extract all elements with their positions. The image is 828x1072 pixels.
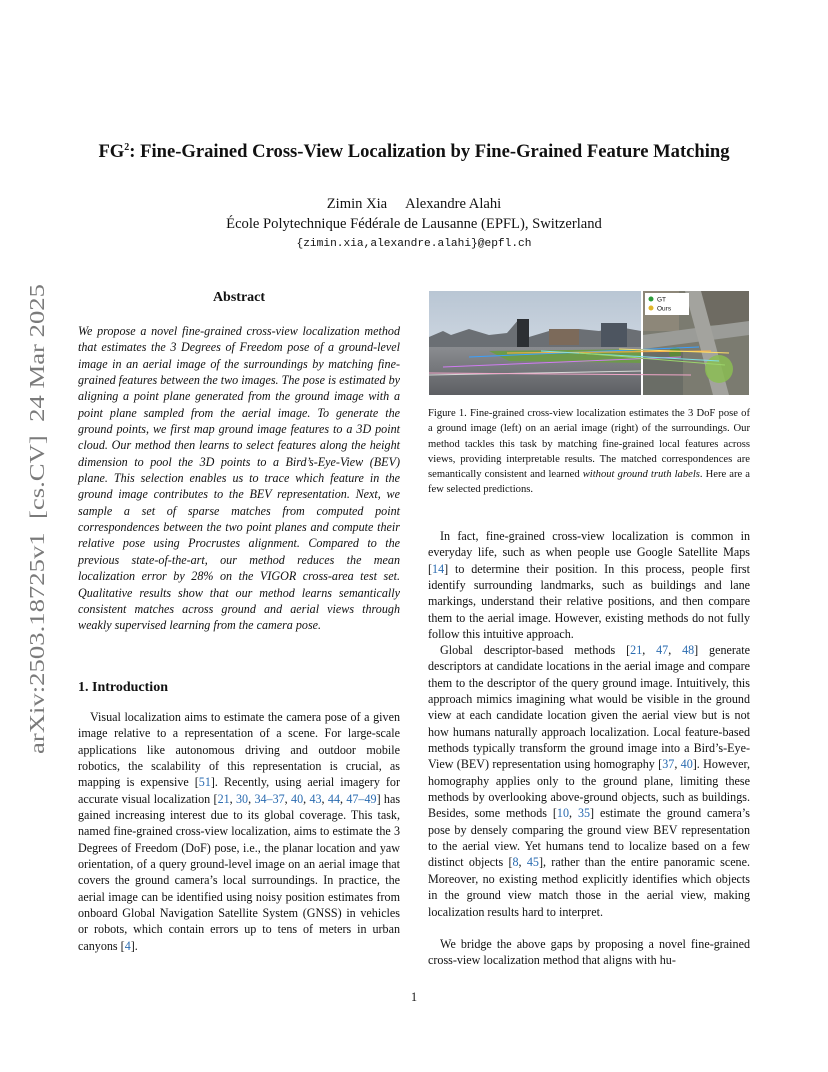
- citation-link[interactable]: 21: [630, 643, 643, 657]
- citation-link[interactable]: 35: [577, 806, 591, 821]
- figure-1: [429, 291, 749, 395]
- citation-link[interactable]: 47: [656, 643, 669, 657]
- citation-link[interactable]: 47–49: [346, 791, 377, 806]
- body-paragraph: In fact, fine-grained cross-view localization is common in everyday life, such as when people use Google Satellite Maps [14] to determine their position. In this process, people first identify surrounding landmarks, such as buildings and lane markings, understand their relative positions, and then compare them to the aerial image. However, existing methods do not fully follow this intuitive approach.: [428, 529, 750, 642]
- citation-link[interactable]: 48: [682, 643, 695, 657]
- title-sup: 2: [124, 141, 130, 153]
- citation-link[interactable]: 37: [662, 757, 675, 772]
- citation-link[interactable]: 45: [526, 855, 539, 870]
- gt-legend-icon: [649, 297, 654, 302]
- ground-panorama-image: [429, 291, 641, 395]
- author-name: Alexandre Alahi: [405, 196, 502, 212]
- citation-link[interactable]: 43: [309, 791, 322, 806]
- body-paragraph: We bridge the above gaps by proposing a novel fine-grained cross-view localization method that aligns with hu-: [428, 937, 750, 968]
- abstract-text: We propose a novel fine-grained cross-view localization method that estimates the 3 Degrees of Freedom pose of a ground-level image in an aerial image of the surroundings by matching fine-grained features between the two images. The pose is estimated by aligning a point plane generated from the ground image with a point plane sampled from the aerial image. To generate the ground points, we first map ground image features to a 3D point cloud. Our method then learns to select features along the height dimension to pool the 3D points to a Bird’s-Eye-View (BEV) plane. This selection enables us to trace which feature in the ground image contributes to the BEV representation. Next, we sample a set of sparse matches from computed point correspondences between the two point planes and compute their relative pose using Procrustes alignment. Compared to the previous state-of-the-art, our method reduces the mean localization error by 28% on the VIGOR cross-area test set. Qualitative results show that our method learns semantically consistent matches across ground and aerial views through weakly supervised learning from the camera pose.: [78, 324, 400, 633]
- citation-link[interactable]: 44: [327, 791, 340, 806]
- citation-link[interactable]: 30: [236, 791, 249, 806]
- arxiv-id: arXiv:2503.18725v1 [cs.CV] 24 Mar 2025: [25, 384, 49, 754]
- intro-paragraph: Visual localization aims to estimate the camera pose of a given image relative to a representation of a scene. For large-scale applications like autonomous driving and outdoor mobile robotics, the scalability of this representation is crucial, as mapping is expensive [51]. Recently, using aerial imagery for accurate visual localization [21, 30, 34–37, 40, 43, 44, 47–49] has gained increasing interest due to its global coverage. This task, named fine-grained cross-view localization, aims to estimate the 3 Degrees of Freedom (DoF) pose, i.e., the planar location and yaw orientation, of a query ground-level image on an aerial image that covers the ground camera’s local surroundings. In practice, the aerial image can be identified using noisy position estimates from onboard Global Navigation Satellite System (GNSS) in vehicles or robots, which contain errors up to tens of meters in urban canyons [4].: [78, 710, 401, 953]
- abstract-heading: Abstract: [212, 290, 266, 305]
- citation-link[interactable]: 51: [198, 775, 211, 790]
- affiliation: École Polytechnique Fédérale de Lausanne (EPFL), Switzerland: [226, 216, 602, 232]
- citation-link[interactable]: 21: [217, 791, 230, 806]
- title-rest: : Fine-Grained Cross-View Localization by Fine-Grained Feature Matching: [129, 141, 730, 162]
- title-prefix: FG: [98, 141, 125, 162]
- citation-link[interactable]: 40: [680, 757, 693, 772]
- body-paragraph: Global descriptor-based methods [21, 47, 48] generate descriptors at candidate locations in the aerial image and compare them to the descriptor of the query ground image. Intuitively, this approach mimics imagining what would be visible in the ground view at each candidate location given the aerial view but is not how humans naturally approach localization. Local feature-based methods typically transform the ground image into a Bird’s-Eye-View (BEV) representation using homography [37, 40]. However, homography applies only to the ground plane, limiting these methods by overlooking above-ground objects, such as buildings. Besides, some methods [10, 35] estimate the ground camera’s pose by densely comparing the ground view BEV representation to the aerial view. Yet humans tend to localize based on a few distinct objects [8, 45], rather than the entire panoramic scene. Moreover, no existing method explicitly identifies which objects in the ground view match those in the aerial view, making localization results hard to interpret.: [428, 643, 751, 919]
- citation-link[interactable]: 8: [512, 855, 519, 870]
- citation-link[interactable]: 14: [432, 561, 445, 576]
- citation-link[interactable]: 34–37: [254, 791, 285, 806]
- citation-link[interactable]: 40: [291, 791, 304, 806]
- citation-link[interactable]: 4: [124, 938, 131, 953]
- legend-gt: GT: [657, 296, 667, 304]
- page-number: 1: [410, 990, 418, 1004]
- intro-heading: 1. Introduction: [78, 680, 168, 695]
- paper-title: [40, 141, 788, 163]
- legend-ours: Ours: [657, 305, 672, 313]
- arxiv-sidebar: [24, 284, 50, 754]
- author-name: Zimin Xia: [326, 196, 388, 212]
- ours-legend-icon: [649, 306, 654, 311]
- author-email: {zimin.xia,alexandre.alahi}@epfl.ch: [296, 238, 532, 250]
- figure-caption: Figure 1. Fine-grained cross-view localization estimates the 3 DoF pose of a ground image (left) on an aerial image (right) of the surroundings. Our method tackles this task by matching fine-grained local features across views, providing interpretable results. The matched correspondences are semantically consistent and learned without ground truth labels. Here are a few selected predictions.: [428, 408, 751, 496]
- citation-link[interactable]: 10: [556, 806, 569, 821]
- author-list: [40, 196, 788, 213]
- aerial-image: [643, 291, 749, 395]
